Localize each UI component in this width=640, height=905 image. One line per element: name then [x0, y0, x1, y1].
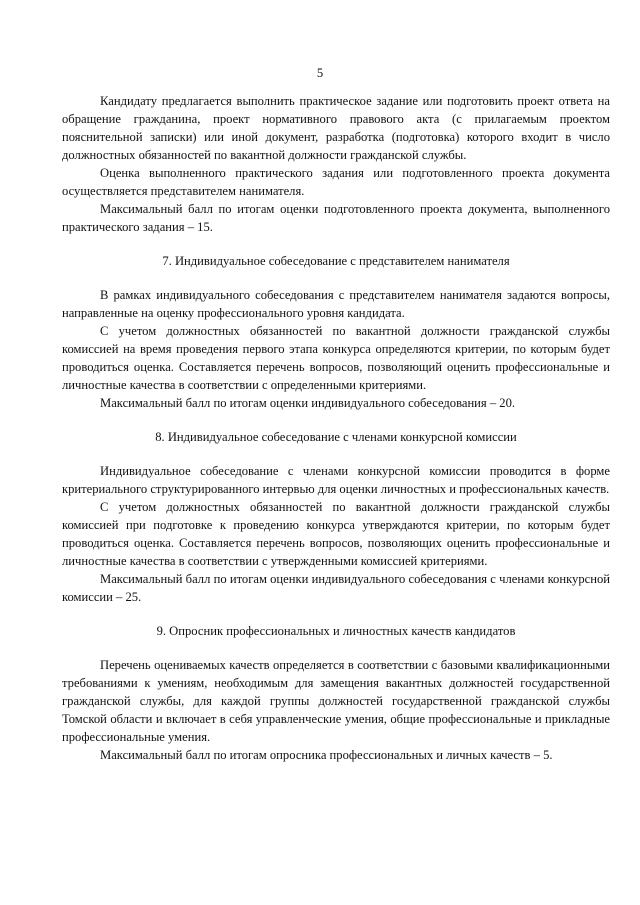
section-heading-8: 8. Индивидуальное собеседование с членами конкурсной комиссии [155, 430, 517, 444]
paragraph: Максимальный балл по итогам оценки индивидуального собеседования – 20. [100, 396, 516, 410]
section-heading-7: 7. Индивидуальное собеседование с представителем нанимателя [162, 254, 510, 268]
paragraph: Кандидату предлагается выполнить практическое задание или подготовить проект ответа на обращение гражданина, проект нормативного правового акта (с прилагаемым проектом пояснительной записки) или иной документ, разработка (подготовка) которого входит в число должностных обязанностей по вакантной должности гражданской службы. [62, 94, 610, 162]
paragraph: Индивидуальное собеседование с членами конкурсной комиссии проводится в форме критериального структурированного интервью для оценки личностных и профессиональных качеств. [62, 464, 610, 496]
paragraph: Максимальный балл по итогам оценки подготовленного проекта документа, выполненного практического задания – 15. [62, 202, 610, 234]
paragraph: Оценка выполненного практического задания или подготовленного проекта документа осуществляется представителем нанимателя. [62, 166, 610, 198]
paragraph: В рамках индивидуального собеседования с представителем нанимателя задаются вопросы, направленные на оценку профессионального уровня кандидата. [62, 288, 610, 320]
paragraph: Максимальный балл по итогам опросника профессиональных и личных качеств – 5. [100, 748, 553, 762]
paragraph: С учетом должностных обязанностей по вакантной должности гражданской службы комиссией на время проведения первого этапа конкурса определяются критерии, по которым будет проводиться оценка. Составляется перечень вопросов, позволяющий оценить профессиональные и личностные качества в соответствии с определенными критериями. [62, 324, 610, 392]
paragraph: С учетом должностных обязанностей по вакантной должности гражданской службы комиссией при подготовке к проведению конкурса утверждаются критерии, по которым будет проводиться оценка. Составляется перечень вопросов, позволяющих оценить профессиональные и личностные качества в соответствии с утвержденными комиссией критериями. [62, 500, 610, 568]
paragraph: Максимальный балл по итогам оценки индивидуального собеседования с членами конкурсной комиссии – 25. [62, 572, 610, 604]
page-number: 5 [316, 66, 324, 80]
section-heading-9: 9. Опросник профессиональных и личностных качеств кандидатов [156, 624, 516, 638]
paragraph: Перечень оцениваемых качеств определяется в соответствии с базовыми квалификационными требованиями к умениям, необходимым для замещения вакантных должностей государственной гражданской службы, для каждой группы должностей государственной гражданской службы Томской области и включает в себя управленческие умения, общие профессиональные и прикладные профессиональные умения. [62, 658, 610, 744]
document-body [62, 92, 610, 764]
